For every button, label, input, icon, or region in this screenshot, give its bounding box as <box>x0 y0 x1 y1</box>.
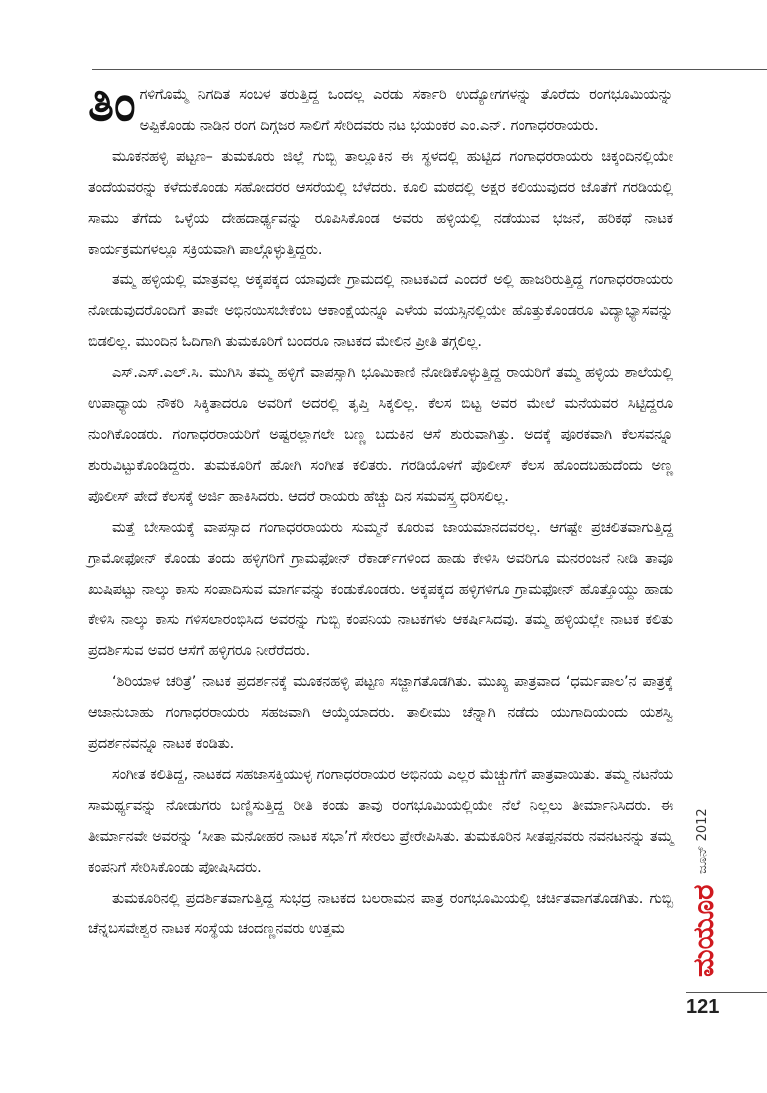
magazine-masthead: ಮಯೂರ <box>686 884 720 977</box>
drop-cap: ತಿಂ <box>88 75 136 132</box>
article-paragraph-2: ಮೂಕನಹಳ್ಳಿ ಪಟ್ಟಣ– ತುಮಕೂರು ಜಿಲ್ಲೆ ಗುಬ್ಬಿ ತಾಲ್ಲೂಕಿನ ಈ ಸ್ಥಳದಲ್ಲಿ ಹುಟ್ಟಿದ ಗಂಗಾಧರರಾಯರು ಚಿಕ್ಕಂದಿನಲ್ಲಿಯೇ ತಂದೆಯವರನ್ನು ಕಳೆದುಕೊಂಡು ಸಹೋದರರ ಆಸರೆಯಲ್ಲಿ ಬೆಳೆದರು. ಕೂಲಿ ಮಠದಲ್ಲಿ ಅಕ್ಷರ ಕಲಿಯುವುದರ ಜೊತೆಗೆ ಗರಡಿಯಲ್ಲಿ ಸಾಮು ತೆಗೆದು ಒಳ್ಳೆಯ ದೇಹದಾರ್ಢ್ಯವನ್ನು ರೂಪಿಸಿಕೊಂಡ ಅವರು ಹಳ್ಳಿಯಲ್ಲಿ ನಡೆಯುವ ಭಜನೆ, ಹರಿಕಥೆ ನಾಟಕ ಕಾರ್ಯಕ್ರಮಗಳಲ್ಲೂ ಸಕ್ರಿಯವಾಗಿ ಪಾಲ್ಗೊಳ್ಳುತ್ತಿದ್ದರು. <box>88 148 673 258</box>
paragraph-text: ಗಳಿಗೊಮ್ಮೆ ನಿಗದಿತ ಸಂಬಳ ತರುತ್ತಿದ್ದ ಒಂದಲ್ಲ ಎರಡು ಸರ್ಕಾರಿ ಉದ್ಯೋಗಗಳನ್ನು ತೊರೆದು ರಂಗಭೂಮಿಯನ್ನು ಅಪ್ಪಿಕೊಂಡು ನಾಡಿನ ರಂಗ ದಿಗ್ಗಜರ ಸಾಲಿಗೆ ಸೇರಿದವರು ನಟ ಭಯಂಕರ ಎಂ.ಎನ್. ಗಂಗಾಧರರಾಯರು. <box>139 87 673 134</box>
article-paragraph-5: ಮತ್ತೆ ಬೇಸಾಯಕ್ಕೆ ವಾಪಸ್ಸಾದ ಗಂಗಾಧರರಾಯರು ಸುಮ್ಮನೆ ಕೂರುವ ಜಾಯಮಾನದವರಲ್ಲ. ಆಗಷ್ಟೇ ಪ್ರಚಲಿತವಾಗುತ್ತಿದ್ದ ಗ್ರಾಮೋಫೋನ್ ಕೊಂಡು ತಂದು ಹಳ್ಳಿಗರಿಗೆ ಗ್ರಾಮಫೋನ್ ರೆಕಾರ್ಡ್‌ಗಳಿಂದ ಹಾಡು ಕೇಳಿಸಿ ಅವರಿಗೂ ಮನರಂಜನೆ ನೀಡಿ ತಾವೂ ಖುಷಿಪಟ್ಟು ನಾಲ್ಕು ಕಾಸು ಸಂಪಾದಿಸುವ ಮಾರ್ಗವನ್ನು ಕಂಡುಕೊಂಡರು. ಅಕ್ಕಪಕ್ಕದ ಹಳ್ಳಿಗಳಿಗೂ ಗ್ರಾಮಫೋನ್ ಹೊತ್ತೊಯ್ದು ಹಾಡು ಕೇಳಿಸಿ ನಾಲ್ಕು ಕಾಸು ಗಳಿಸಲಾರಂಭಿಸಿದ ಅವರನ್ನು ಗುಬ್ಬಿ ಕಂಪನಿಯ ನಾಟಕಗಳು ಆಕರ್ಷಿಸಿದವು. ತಮ್ಮ ಹಳ್ಳಿಯಲ್ಲೇ ನಾಟಕ ಕಲಿತು ಪ್ರದರ್ಶಿಸುವ ಅವರ ಆಸೆಗೆ ಹಳ್ಳಿಗರೂ ನೀರೆರೆದರು. <box>88 519 673 660</box>
article-paragraph-7: ಸಂಗೀತ ಕಲಿತಿದ್ದ, ನಾಟಕದ ಸಹಜಾಸಕ್ತಿಯುಳ್ಳ ಗಂಗಾಧರರಾಯರ ಅಭಿನಯ ಎಲ್ಲರ ಮೆಚ್ಚುಗೆಗೆ ಪಾತ್ರವಾಯಿತು. ತಮ್ಮ ನಟನೆಯ ಸಾಮರ್ಥ್ಯವನ್ನು ನೋಡುಗರು ಬಣ್ಣಿಸುತ್ತಿದ್ದ ರೀತಿ ಕಂಡು ತಾವು ರಂಗಭೂಮಿಯಲ್ಲಿಯೇ ನೆಲೆ ನಿಲ್ಲಲು ತೀರ್ಮಾನಿಸಿದರು. ಈ ತೀರ್ಮಾನವೇ ಅವರನ್ನು ‘ಸೀತಾ ಮನೋಹರ ನಾಟಕ ಸಭಾ’ಗೆ ಸೇರಲು ಪ್ರೇರೇಪಿಸಿತು. ತುಮಕೂರಿನ ಸೀತಪ್ಪನವರು ನವನಟನನ್ನು ತಮ್ಮ ಕಂಪನಿಗೆ ಸೇರಿಸಿಕೊಂಡು ಪೋಷಿಸಿದರು. <box>88 766 673 876</box>
article-body <box>88 75 673 945</box>
top-divider <box>92 69 767 70</box>
issue-date: ಜೂನ್ 2012 <box>695 808 710 874</box>
article-paragraph-6: ‘ಶಿರಿಯಾಳ ಚರಿತ್ರೆ’ ನಾಟಕ ಪ್ರದರ್ಶನಕ್ಕೆ ಮೂಕನಹಳ್ಳಿ ಪಟ್ಟಣ ಸಜ್ಜಾಗತೊಡಗಿತು. ಮುಖ್ಯ ಪಾತ್ರವಾದ ‘ಧರ್ಮಪಾಲ’ನ ಪಾತ್ರಕ್ಕೆ ಆಜಾನುಬಾಹು ಗಂಗಾಧರರಾಯರು ಸಹಜವಾಗಿ ಆಯ್ಕೆಯಾದರು. ತಾಲೀಮು ಚೆನ್ನಾಗಿ ನಡೆದು ಯುಗಾದಿಯಂದು ಯಶಸ್ವಿ ಪ್ರದರ್ಶನವನ್ನೂ ನಾಟಕ ಕಂಡಿತು. <box>88 674 673 753</box>
article-paragraph-3: ತಮ್ಮ ಹಳ್ಳಿಯಲ್ಲಿ ಮಾತ್ರವಲ್ಲ ಅಕ್ಕಪಕ್ಕದ ಯಾವುದೇ ಗ್ರಾಮದಲ್ಲಿ ನಾಟಕವಿದೆ ಎಂದರೆ ಅಲ್ಲಿ ಹಾಜರಿರುತ್ತಿದ್ದ ಗಂಗಾಧರರಾಯರು ನೋಡುವುದರೊಂದಿಗೆ ತಾವೇ ಅಭಿನಯಿಸಬೇಕೆಂಬ ಆಕಾಂಕ್ಷೆಯನ್ನೂ ಎಳೆಯ ವಯಸ್ಸಿನಲ್ಲಿಯೇ ಹೊತ್ತುಕೊಂಡರೂ ವಿದ್ಯಾಭ್ಯಾಸವನ್ನು ಬಿಡಲಿಲ್ಲ. ಮುಂದಿನ ಓದಿಗಾಗಿ ತುಮಕೂರಿಗೆ ಬಂದರೂ ನಾಟಕದ ಮೇಲಿನ ಪ್ರೀತಿ ತಗ್ಗಲಿಲ್ಲ. <box>88 272 673 351</box>
article-paragraph-1 <box>88 75 673 142</box>
sidebar-masthead-block <box>686 800 720 976</box>
page-number: 121 <box>686 996 720 1018</box>
article-paragraph-8: ತುಮಕೂರಿನಲ್ಲಿ ಪ್ರದರ್ಶಿತವಾಗುತ್ತಿದ್ದ ಸುಭದ್ರ ನಾಟಕದ ಬಲರಾಮನ ಪಾತ್ರ ರಂಗಭೂಮಿಯಲ್ಲಿ ಚರ್ಚಿತವಾಗತೊಡಗಿತು. ಗುಬ್ಬಿ ಚೆನ್ನಬಸವೇಶ್ವರ ನಾಟಕ ಸಂಸ್ಥೆಯ ಚಂದಣ್ಣನವರು ಉತ್ತಮ <box>88 890 673 938</box>
footer-divider <box>686 992 767 993</box>
article-paragraph-4: ಎಸ್.ಎಸ್.ಎಲ್.ಸಿ. ಮುಗಿಸಿ ತಮ್ಮ ಹಳ್ಳಿಗೆ ವಾಪಸ್ಸಾಗಿ ಭೂಮಿಕಾಣಿ ನೋಡಿಕೊಳ್ಳುತ್ತಿದ್ದ ರಾಯರಿಗೆ ತಮ್ಮ ಹಳ್ಳಿಯ ಶಾಲೆಯಲ್ಲಿ ಉಪಾಧ್ಯಾಯ ನೌಕರಿ ಸಿಕ್ಕಿತಾದರೂ ಅವರಿಗೆ ಅದರಲ್ಲಿ ತೃಪ್ತಿ ಸಿಕ್ಕಲಿಲ್ಲ. ಕೆಲಸ ಬಿಟ್ಟ ಅವರ ಮೇಲೆ ಮನೆಯವರ ಸಿಟ್ಟಿದ್ದರೂ ನುಂಗಿಕೊಂಡರು. ಗಂಗಾಧರರಾಯರಿಗೆ ಅಷ್ಟರಲ್ಲಾಗಲೇ ಬಣ್ಣ ಬದುಕಿನ ಆಸೆ ಶುರುವಾಗಿತ್ತು. ಅದಕ್ಕೆ ಪೂರಕವಾಗಿ ಕೆಲಸವನ್ನೂ ಶುರುವಿಟ್ಟುಕೊಂಡಿದ್ದರು. ತುಮಕೂರಿಗೆ ಹೋಗಿ ಸಂಗೀತ ಕಲಿತರು. ಗರಡಿಯೊಳಗೆ ಪೊಲೀಸ್ ಕೆಲಸ ಹೊಂದಬಹುದೆಂದು ಅಣ್ಣ ಪೊಲೀಸ್ ಪೇದೆ ಕೆಲಸಕ್ಕೆ ಅರ್ಜಿ ಹಾಕಿಸಿದರು. ಆದರೆ ರಾಯರು ಹೆಚ್ಚು ದಿನ ಸಮವಸ್ತ್ರ ಧರಿಸಲಿಲ್ಲ. <box>88 365 673 505</box>
